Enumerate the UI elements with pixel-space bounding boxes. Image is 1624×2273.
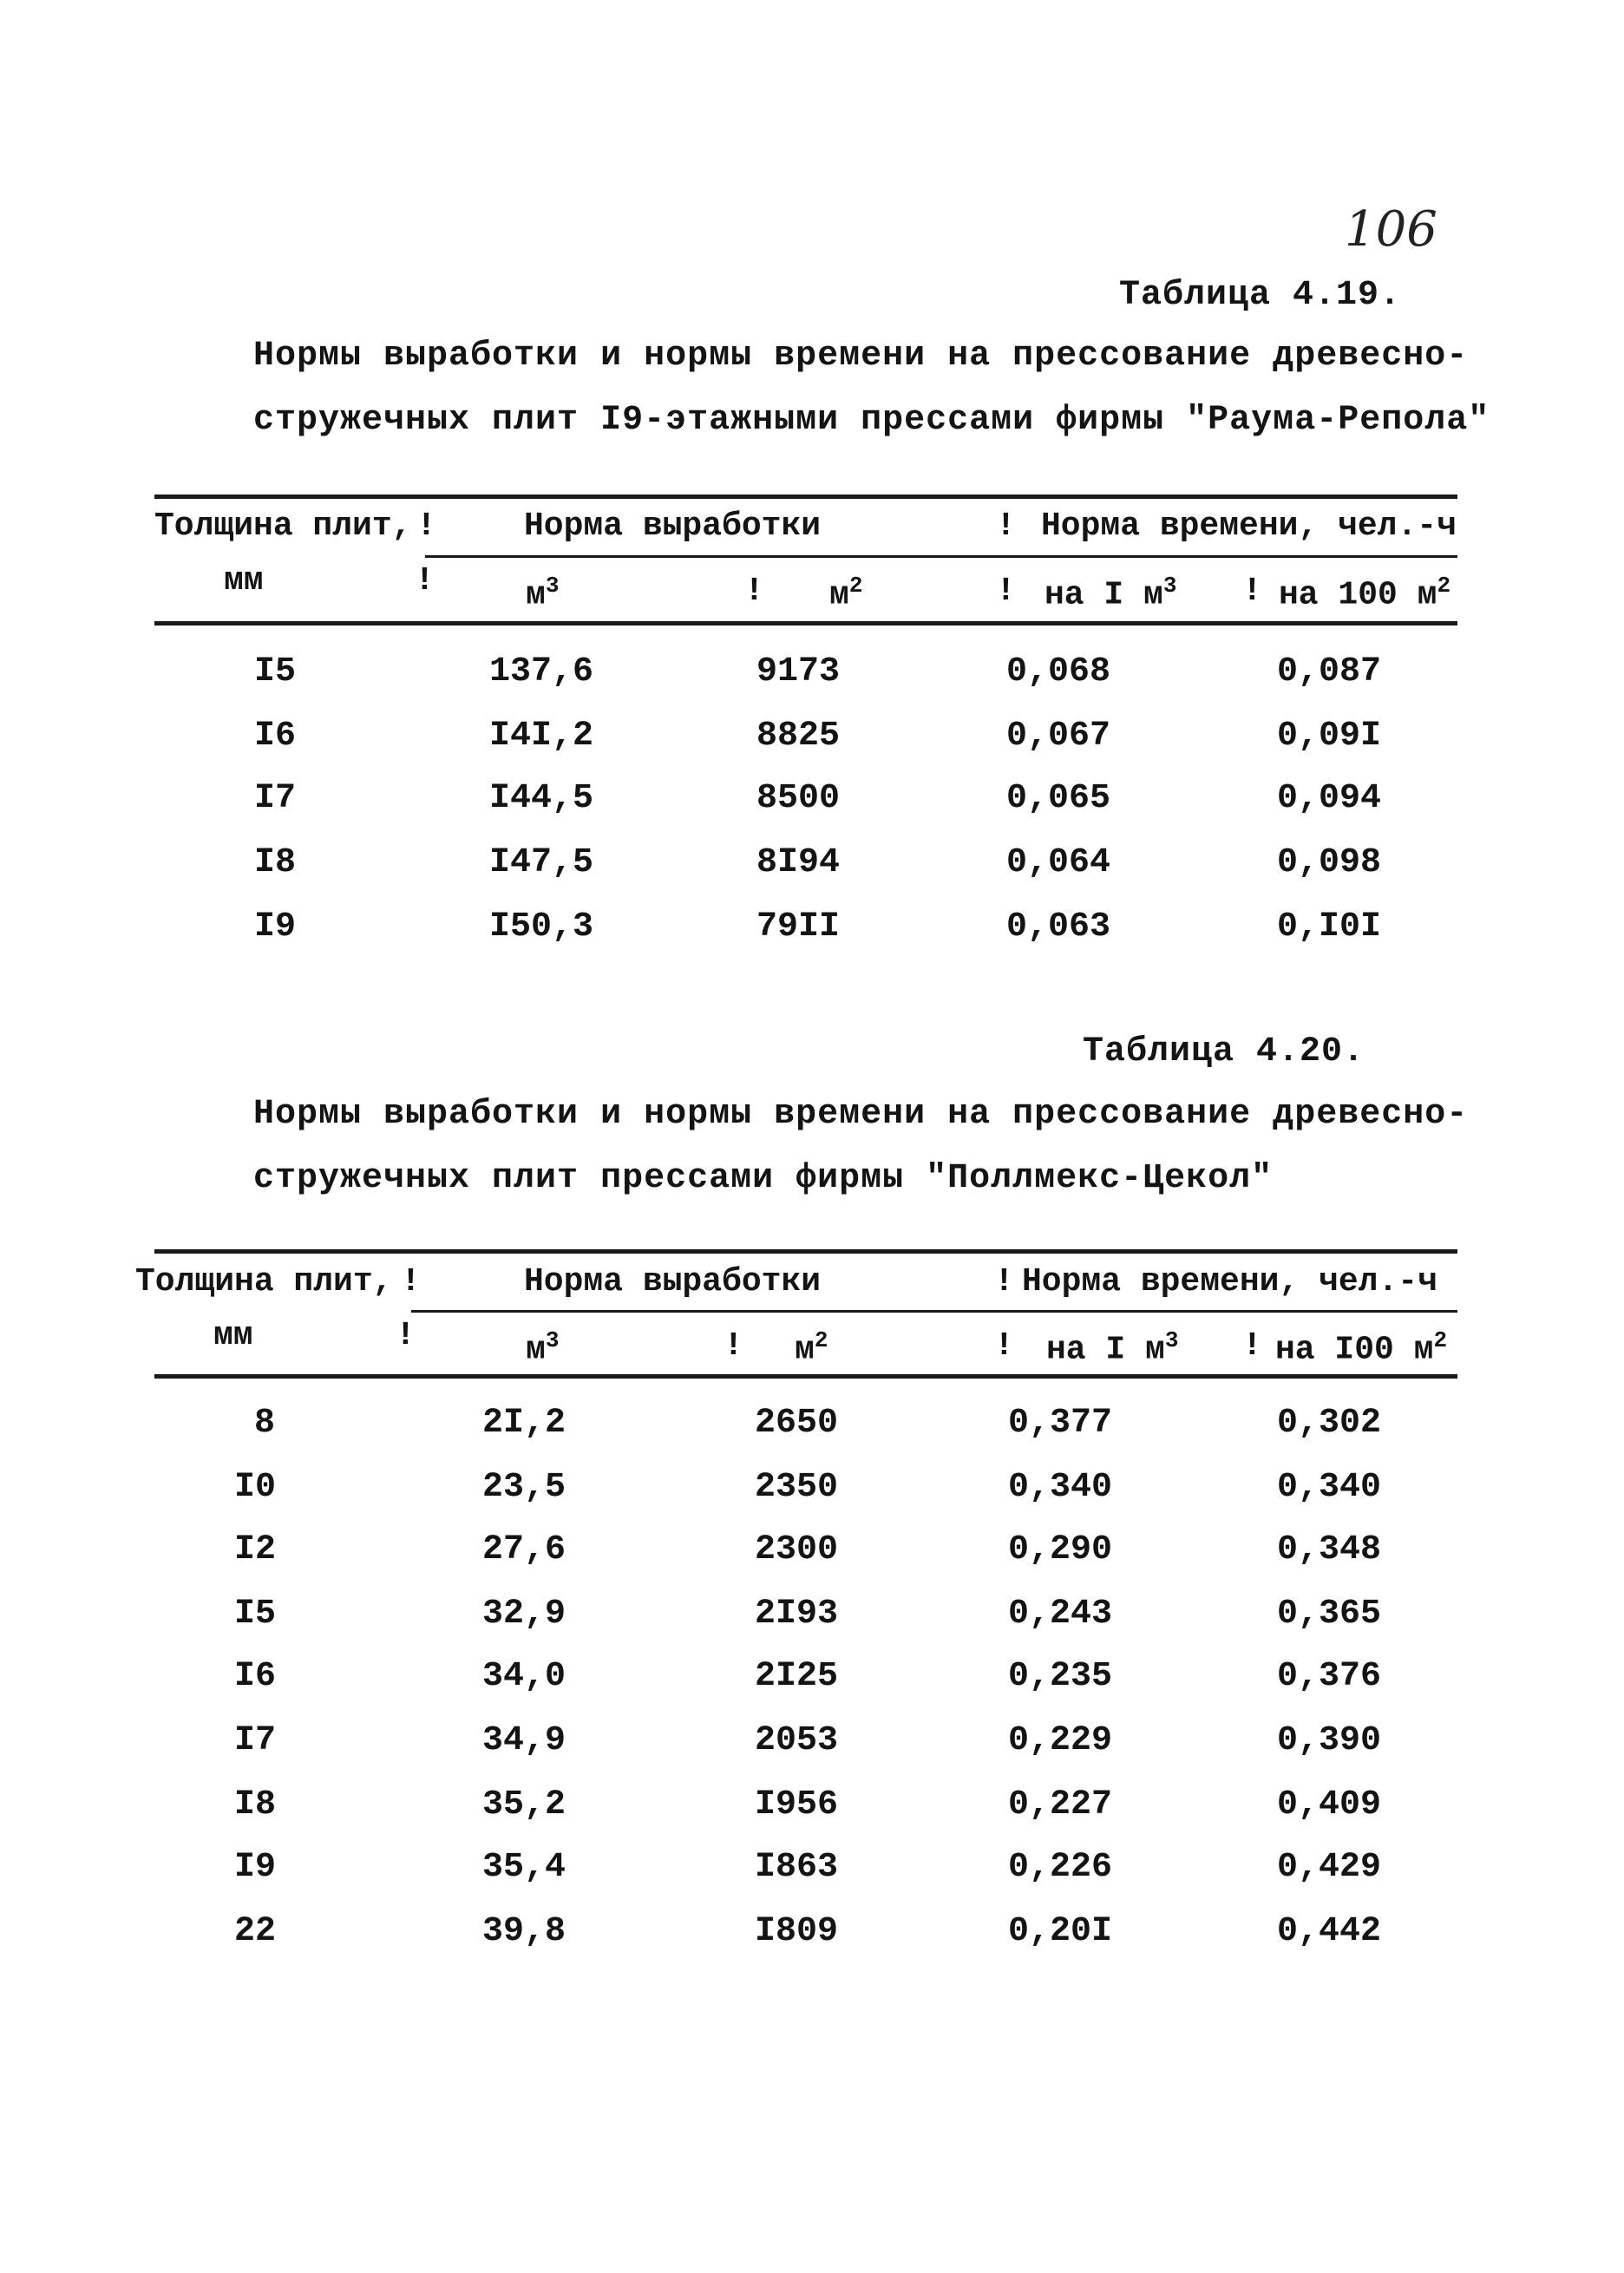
cell-thickness: I6: [254, 717, 297, 756]
cell-per-100m2: 0,I0I: [1277, 907, 1382, 947]
cell-m3: 32,9: [482, 1595, 566, 1634]
header-thickness: Толщина плит,: [135, 1263, 393, 1300]
cell-per-1m3: 0,377: [1008, 1404, 1113, 1443]
cell-m3: I50,3: [489, 907, 594, 947]
cell-per-100m2: 0,376: [1277, 1657, 1382, 1696]
cell-per-1m3: 0,235: [1008, 1657, 1113, 1696]
cell-per-1m3: 0,067: [1006, 717, 1111, 756]
header-sep: !: [994, 1327, 1014, 1365]
header-sep: !: [996, 573, 1016, 610]
cell-per-1m3: 0,340: [1008, 1468, 1113, 1507]
cell-thickness: I5: [234, 1595, 277, 1634]
cell-m3: 34,0: [482, 1657, 566, 1696]
cell-m2: 8825: [756, 717, 841, 756]
cell-m3: 23,5: [482, 1468, 566, 1507]
cell-m3: I47,5: [489, 843, 594, 882]
cell-thickness: I9: [234, 1848, 277, 1887]
cell-thickness: I8: [234, 1785, 277, 1824]
cell-per-100m2: 0,087: [1277, 652, 1382, 691]
header-per-100m2: на 100 $м^2$: [1279, 573, 1451, 614]
cell-m3: 39,8: [482, 1912, 566, 1951]
header-per-1m3: на I $м^3$: [1046, 1327, 1179, 1369]
cell-m3: 35,4: [482, 1848, 566, 1887]
cell-per-100m2: 0,390: [1277, 1721, 1382, 1760]
cell-per-1m3: 0,068: [1006, 652, 1111, 691]
cell-m2: I956: [755, 1785, 839, 1824]
cell-m2: I863: [755, 1848, 839, 1887]
table2-caption-line-2: стружечных плит прессами фирмы "Поллмекс-Цекол": [253, 1159, 1274, 1198]
cell-m3: 34,9: [482, 1721, 566, 1760]
cell-per-1m3: 0,290: [1008, 1530, 1113, 1569]
cell-m2: I809: [755, 1912, 839, 1951]
cell-m2: 2650: [755, 1404, 839, 1443]
header-sep: !: [724, 1327, 743, 1365]
cell-m3: 137,6: [489, 652, 594, 691]
header-subrule: [411, 1310, 1457, 1313]
cell-m3: 2I,2: [482, 1404, 566, 1443]
table1-caption-line-1: Нормы выработки и нормы времени на прессование древесно-: [253, 337, 1469, 376]
cell-per-100m2: 0,340: [1277, 1468, 1382, 1507]
header-output-norm: Норма выработки: [524, 1263, 822, 1300]
cell-per-100m2: 0,429: [1277, 1848, 1382, 1887]
cell-thickness: I6: [234, 1657, 277, 1696]
cell-m3: I44,5: [489, 779, 594, 818]
header-output-norm: Норма выработки: [524, 508, 822, 545]
header-sep: !: [401, 1263, 421, 1300]
cell-m2: 9173: [756, 652, 841, 691]
header-thickness: Толщина плит,: [154, 508, 412, 545]
cell-thickness: I7: [234, 1721, 277, 1760]
cell-m2: 2053: [755, 1721, 839, 1760]
cell-thickness: I2: [234, 1530, 277, 1569]
cell-m3: 35,2: [482, 1785, 566, 1824]
header-sep: !: [416, 508, 436, 545]
cell-m2: 2I25: [755, 1657, 839, 1696]
header-m3: $м^3$: [526, 573, 560, 614]
table1-label: Таблица 4.19.: [1119, 276, 1402, 315]
cell-thickness: I0: [234, 1468, 277, 1507]
table2-label: Таблица 4.20.: [1083, 1032, 1365, 1071]
cell-per-100m2: 0,348: [1277, 1530, 1382, 1569]
table2-top-rule: [154, 1249, 1457, 1254]
header-sep: !: [1242, 573, 1262, 610]
table2-caption-line-1: Нормы выработки и нормы времени на прессование древесно-: [253, 1095, 1469, 1134]
table1-top-rule: [154, 495, 1457, 499]
header-m2: $м^2$: [795, 1327, 828, 1369]
header-sep: !: [744, 573, 764, 610]
table2-header-rule: [154, 1374, 1457, 1379]
header-time-norm: Норма времени, чел.-ч: [1041, 508, 1457, 545]
header-sep: !: [1242, 1327, 1262, 1365]
page-number: 106: [1345, 201, 1437, 258]
cell-m2: 8500: [756, 779, 841, 818]
cell-m3: 27,6: [482, 1530, 566, 1569]
cell-per-1m3: 0,065: [1006, 779, 1111, 818]
cell-per-1m3: 0,063: [1006, 907, 1111, 947]
cell-m2: 8I94: [756, 843, 841, 882]
header-sep: !: [396, 1317, 416, 1354]
header-thickness-unit: мм: [213, 1317, 253, 1354]
table1-header-rule: [154, 621, 1457, 626]
cell-m3: I4I,2: [489, 717, 594, 756]
header-per-100m2: на I00 $м^2$: [1275, 1327, 1448, 1369]
cell-per-100m2: 0,365: [1277, 1595, 1382, 1634]
cell-per-1m3: 0,20I: [1008, 1912, 1113, 1951]
cell-per-100m2: 0,094: [1277, 779, 1382, 818]
header-time-norm: Норма времени, чел.-ч: [1022, 1263, 1437, 1300]
header-thickness-unit: мм: [224, 562, 264, 599]
cell-per-1m3: 0,229: [1008, 1721, 1113, 1760]
cell-per-1m3: 0,227: [1008, 1785, 1113, 1824]
cell-thickness: 8: [254, 1404, 276, 1443]
cell-per-100m2: 0,442: [1277, 1912, 1382, 1951]
cell-m2: 2I93: [755, 1595, 839, 1634]
cell-per-100m2: 0,302: [1277, 1404, 1382, 1443]
cell-per-100m2: 0,409: [1277, 1785, 1382, 1824]
cell-m2: 79II: [756, 907, 841, 947]
header-subrule: [425, 555, 1457, 558]
cell-per-1m3: 0,243: [1008, 1595, 1113, 1634]
cell-thickness: I8: [254, 843, 297, 882]
cell-per-1m3: 0,064: [1006, 843, 1111, 882]
cell-thickness: I9: [254, 907, 297, 947]
header-sep: !: [415, 562, 435, 599]
cell-per-100m2: 0,098: [1277, 843, 1382, 882]
header-m3: $м^3$: [526, 1327, 560, 1369]
cell-thickness: I5: [254, 652, 297, 691]
header-m2: $м^2$: [829, 573, 863, 614]
cell-thickness: I7: [254, 779, 297, 818]
cell-per-100m2: 0,09I: [1277, 717, 1382, 756]
cell-thickness: 22: [234, 1912, 277, 1951]
header-sep: !: [994, 1263, 1014, 1300]
header-per-1m3: на I $м^3$: [1044, 573, 1177, 614]
cell-per-1m3: 0,226: [1008, 1848, 1113, 1887]
cell-m2: 2350: [755, 1468, 839, 1507]
cell-m2: 2300: [755, 1530, 839, 1569]
table1-caption-line-2: стружечных плит I9-этажными прессами фирмы "Раума-Репола": [253, 401, 1490, 440]
header-sep: !: [996, 508, 1016, 545]
